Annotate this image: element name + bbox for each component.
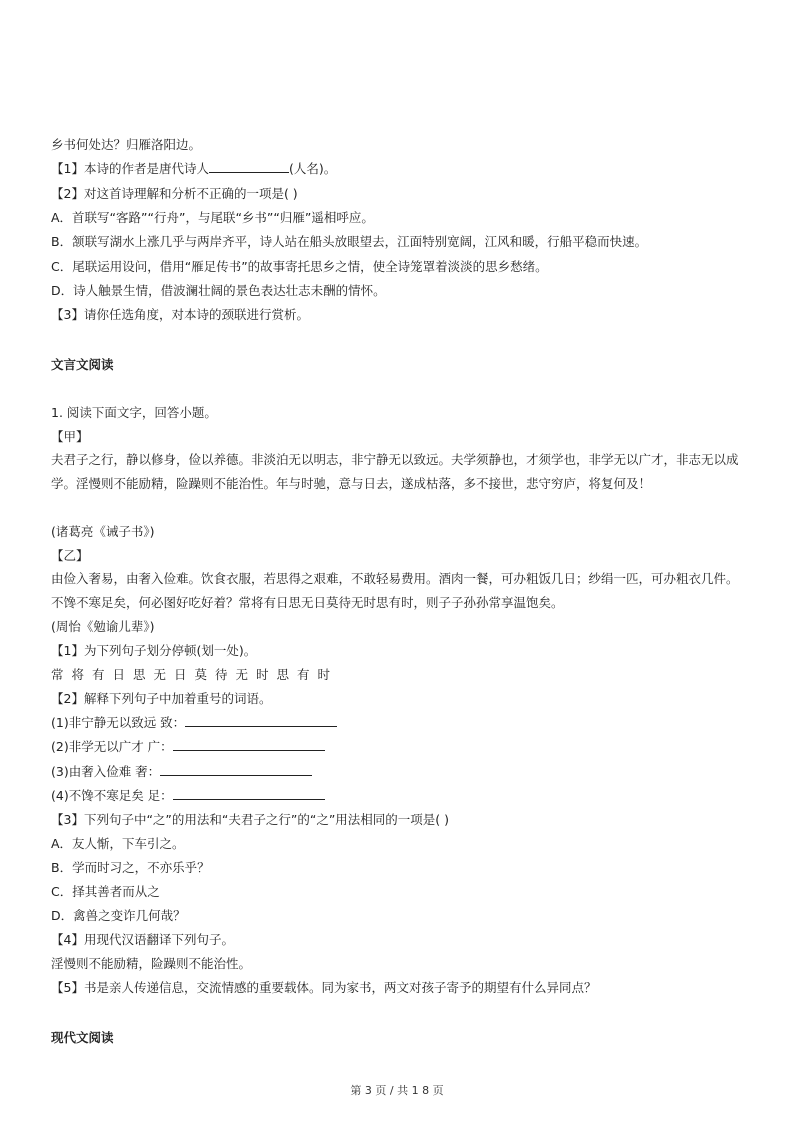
define-item-3-text: (3)由奢入俭难 奢：: [51, 764, 161, 779]
define-item-1-text: (1)非宁静无以致远 致：: [51, 715, 186, 730]
poem-q2-option-b: B．颔联写湖水上涨几乎与两岸齐平，诗人站在船头放眼望去，江面特别宽阔，江风和暖，行船平稳而快速。: [51, 234, 648, 249]
classical-question-2: 【2】解释下列句子中加着重号的词语。: [51, 691, 272, 706]
classical-intro: 1. 阅读下面文字，回答小题。: [51, 405, 217, 420]
passage-jia-label: 【甲】: [51, 429, 89, 444]
passage-yi-label: 【乙】: [51, 548, 89, 563]
classical-question-5: 【5】书是亲人传递信息，交流情感的重要载体。同为家书，两文对孩子寄予的期望有什么异同点？: [51, 980, 597, 995]
classical-question-1: 【1】为下列句子划分停顿(划一处)。: [51, 643, 257, 658]
translate-sentence: 淫慢则不能励精，险躁则不能治性。: [51, 956, 252, 971]
poem-q1-prefix: 【1】本诗的作者是唐代诗人: [51, 161, 209, 176]
poem-q1-suffix: (人名)。: [288, 161, 337, 176]
poem-q2-option-a: A．首联写“客路”“行舟”，与尾联“乡书”“归雁”遥相呼应。: [51, 210, 374, 225]
poem-question-1: [51, 159, 336, 179]
define-item-1: [51, 713, 337, 733]
answer-blank[interactable]: [209, 160, 289, 173]
passage-yi-text: 由俭入奢易，由奢入俭难。饮食衣服，若思得之艰难，不敢轻易费用。酒肉一餐，可办粗饭几日；纱绢一匹，可办粗衣几件。不馋不寒足矣，何必图好吃好着？常将有日思无日莫待无时思有时，则子子孙孙常享温饱矣。: [51, 571, 739, 610]
poem-q2-option-d: D．诗人触景生情，借波澜壮阔的景色表达壮志未酬的情怀。: [51, 283, 386, 298]
section-heading-classical: 文言文阅读: [51, 357, 114, 372]
poem-question-3: 【3】请你任选角度，对本诗的颈联进行赏析。: [51, 307, 309, 322]
passage-jia-text: 夫君子之行，静以修身，俭以养德。非淡泊无以明志，非宁静无以致远。夫学须静也，才须学也，非学无以广才，非志无以成学。淫慢则不能励精，险躁则不能治性。年与时驰，意与日去，遂成枯落，多不接世，悲守穷庐，将复何及！: [51, 452, 739, 491]
classical-q3-option-d: D．禽兽之变诈几何哉？: [51, 908, 186, 923]
classical-question-4: 【4】用现代汉语翻译下列句子。: [51, 932, 234, 947]
classical-q3-option-c: C．择其善者而从之: [51, 884, 160, 899]
pause-sentence[interactable]: 常将有日思无日莫待无时思有时: [51, 667, 339, 682]
answer-blank[interactable]: [173, 738, 325, 751]
poem-q2-option-c: C．尾联运用设问，借用“雁足传书”的故事寄托思乡之情，使全诗笼罩着淡淡的思乡愁绪。: [51, 259, 548, 274]
define-item-2-text: (2)非学无以广才 广：: [51, 739, 173, 754]
poem-last-line: 乡书何处达？归雁洛阳边。: [51, 137, 202, 152]
page-number: 第 3 页 / 共 1 8 页: [350, 1084, 444, 1097]
answer-blank[interactable]: [185, 714, 337, 727]
classical-q3-option-a: A．友人惭，下车引之。: [51, 836, 185, 851]
define-item-2: [51, 737, 325, 757]
poem-question-2: 【2】对这首诗理解和分析不正确的一项是( ): [51, 186, 298, 201]
section-heading-modern: 现代文阅读: [51, 1030, 114, 1045]
classical-question-3: 【3】下列句子中“之”的用法和“夫君子之行”的“之”用法相同的一项是( ): [51, 812, 450, 827]
classical-q3-option-b: B．学而时习之，不亦乐乎？: [51, 860, 210, 875]
answer-blank[interactable]: [160, 763, 312, 776]
define-item-4-text: (4)不馋不寒足矣 足：: [51, 788, 173, 803]
define-item-4: [51, 786, 325, 806]
passage-jia-source: (诸葛亮《诫子书》): [51, 524, 155, 539]
define-item-3: [51, 762, 312, 782]
answer-blank[interactable]: [173, 787, 325, 800]
passage-yi-source: (周怡《勉谕儿辈》): [51, 619, 155, 634]
